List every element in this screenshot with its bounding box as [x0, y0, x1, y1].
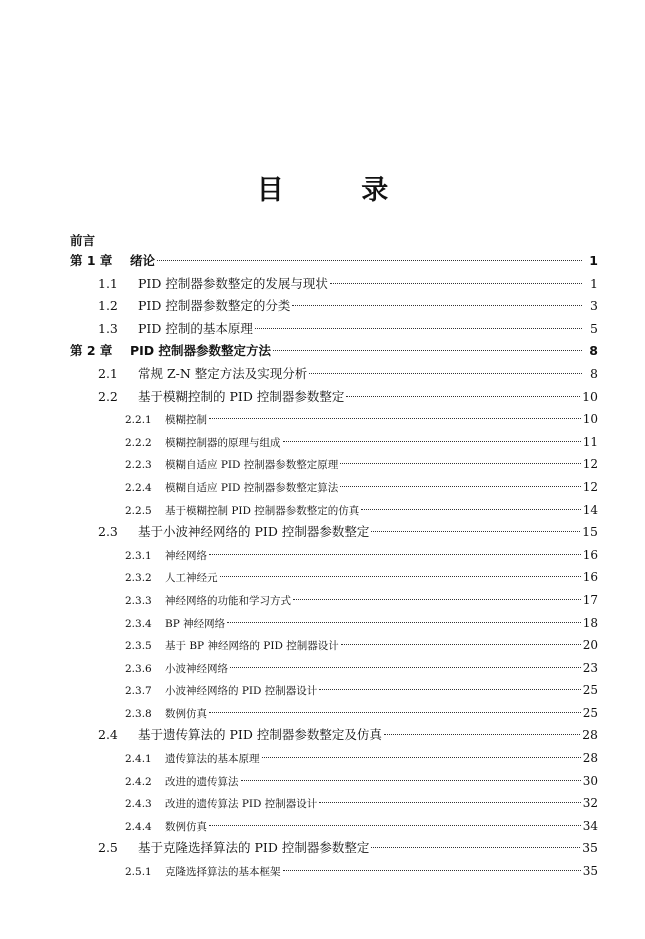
toc-entry-title: 模糊自适应 PID 控制器参数整定算法	[165, 481, 339, 494]
toc-entry-page: 25	[582, 683, 598, 698]
toc-entry-number: 2.2.3	[125, 459, 152, 472]
toc-entry-page: 20	[582, 638, 598, 653]
toc-entry-page: 28	[582, 727, 598, 743]
dot-leader	[340, 463, 580, 464]
toc-entry-number: 2.1	[98, 365, 118, 381]
toc-entry-sec	[70, 521, 598, 544]
toc-entry-sec	[70, 363, 598, 386]
toc-entry-number: 2.5	[98, 840, 118, 856]
dot-leader	[341, 644, 581, 645]
toc-entry-sub	[70, 747, 598, 770]
dot-leader	[292, 305, 582, 306]
toc-entry-title: 基于遗传算法的 PID 控制器参数整定及仿真	[138, 727, 382, 743]
toc-entry-number: 2.2.1	[125, 414, 152, 427]
dot-leader	[227, 622, 581, 623]
dot-leader	[346, 396, 580, 397]
toc-entry-page: 1	[589, 253, 598, 268]
toc-entry-page: 12	[582, 479, 598, 494]
toc-entry-number: 2.3.1	[125, 549, 152, 562]
toc-entry-number: 2.3.7	[125, 685, 152, 698]
toc-entry-ch	[70, 340, 598, 363]
toc-entry-number: 2.2.5	[125, 504, 152, 517]
dot-leader	[283, 441, 581, 442]
toc-entry-sub	[70, 499, 598, 522]
toc-entry-title: 模糊控制	[165, 414, 207, 427]
toc-entry-title: PID 控制器参数整定的发展与现状	[138, 275, 328, 291]
toc-entry-page: 35	[582, 840, 598, 856]
toc-entry-sub	[70, 815, 598, 838]
toc-entry-sub	[70, 453, 598, 476]
toc-entry-sub	[70, 476, 598, 499]
toc-entry-sub	[70, 566, 598, 589]
toc-entry-page: 34	[582, 818, 598, 833]
toc-entry-title: 克隆选择算法的基本框架	[165, 866, 281, 879]
toc-entry-sub	[70, 657, 598, 680]
dot-leader	[293, 599, 581, 600]
dot-leader	[230, 667, 581, 668]
toc-entry-page: 15	[582, 524, 598, 540]
toc-entry-sub	[70, 792, 598, 815]
toc-entry-number: 第 1 章	[70, 253, 113, 268]
toc-entry-number: 2.4.4	[125, 820, 152, 833]
toc-entry-page: 30	[582, 773, 598, 788]
toc-entry-title: 基于小波神经网络的 PID 控制器参数整定	[138, 524, 370, 540]
toc-entry-page: 8	[590, 365, 598, 381]
toc-entry-sub	[70, 431, 598, 454]
toc-entry-sub	[70, 702, 598, 725]
dot-leader	[319, 802, 580, 803]
table-of-contents	[70, 250, 598, 883]
toc-entry-title: 神经网络的功能和学习方式	[165, 594, 291, 607]
toc-entry-number: 2.4.3	[125, 798, 152, 811]
dot-leader	[330, 283, 582, 284]
dot-leader	[209, 418, 581, 419]
toc-entry-page: 8	[589, 343, 598, 359]
toc-entry-title: PID 控制的基本原理	[138, 320, 253, 336]
toc-entry-sec	[70, 386, 598, 409]
dot-leader	[371, 531, 580, 532]
toc-entry-number: 2.3.8	[125, 707, 152, 720]
toc-entry-number: 2.5.1	[125, 866, 152, 879]
toc-entry-page: 1	[590, 275, 598, 291]
toc-entry-title: 数例仿真	[165, 707, 207, 720]
toc-entry-number: 2.3.3	[125, 594, 152, 607]
toc-entry-title: 基于模糊控制的 PID 控制器参数整定	[138, 388, 345, 404]
toc-entry-title: 小波神经网络	[165, 662, 228, 675]
toc-entry-sub	[70, 634, 598, 657]
toc-entry-number: 2.4.1	[125, 753, 152, 766]
toc-entry-sec	[70, 273, 598, 296]
toc-entry-number: 2.3	[98, 524, 118, 540]
toc-entry-page: 5	[590, 320, 598, 336]
preface-entry: 前言	[70, 233, 96, 248]
toc-entry-page: 17	[582, 592, 598, 607]
toc-entry-number: 2.2.2	[125, 436, 152, 449]
toc-entry-title: 模糊控制器的原理与组成	[165, 436, 281, 449]
dot-leader	[220, 576, 581, 577]
toc-entry-sub	[70, 679, 598, 702]
toc-entry-ch	[70, 250, 598, 273]
dot-leader	[309, 373, 582, 374]
dot-leader	[273, 350, 582, 351]
toc-entry-title: 模糊自适应 PID 控制器参数整定原理	[165, 459, 339, 472]
toc-entry-sub	[70, 860, 598, 883]
toc-entry-page: 16	[582, 547, 598, 562]
toc-entry-title: 神经网络	[165, 549, 207, 562]
toc-entry-sec	[70, 295, 598, 318]
dot-leader	[255, 328, 582, 329]
dot-leader	[371, 847, 580, 848]
dot-leader	[262, 757, 581, 758]
toc-entry-page: 18	[582, 615, 598, 630]
toc-entry-number: 1.3	[98, 320, 118, 336]
toc-entry-page: 10	[582, 388, 598, 404]
toc-entry-sub	[70, 589, 598, 612]
toc-entry-number: 2.4.2	[125, 775, 152, 788]
toc-entry-title: 数例仿真	[165, 820, 207, 833]
toc-entry-number: 1.2	[98, 298, 118, 314]
toc-entry-title: 基于克隆选择算法的 PID 控制器参数整定	[138, 840, 370, 856]
toc-entry-number: 2.3.4	[125, 617, 152, 630]
dot-leader	[209, 554, 581, 555]
toc-entry-page: 32	[582, 796, 598, 811]
dot-leader	[209, 825, 581, 826]
dot-leader	[384, 734, 580, 735]
toc-entry-page: 14	[582, 502, 598, 517]
toc-entry-title: 改进的遗传算法	[165, 775, 239, 788]
toc-entry-page: 11	[582, 434, 598, 449]
toc-entry-title: PID 控制器参数整定方法	[130, 343, 272, 359]
dot-leader	[283, 870, 581, 871]
toc-entry-page: 23	[582, 660, 598, 675]
toc-entry-sub	[70, 544, 598, 567]
dot-leader	[340, 486, 580, 487]
toc-entry-title: PID 控制器参数整定的分类	[138, 298, 291, 314]
toc-entry-number: 第 2 章	[70, 343, 113, 359]
toc-entry-title: 人工神经元	[165, 572, 218, 585]
toc-entry-sec	[70, 837, 598, 860]
dot-leader	[241, 780, 581, 781]
toc-entry-number: 2.2.4	[125, 481, 152, 494]
toc-entry-page: 28	[582, 751, 598, 766]
dot-leader	[361, 509, 580, 510]
toc-entry-number: 1.1	[98, 275, 118, 291]
toc-entry-page: 35	[582, 864, 598, 879]
toc-entry-number: 2.4	[98, 727, 118, 743]
toc-entry-page: 10	[582, 412, 598, 427]
toc-entry-sec	[70, 724, 598, 747]
toc-entry-page: 12	[582, 457, 598, 472]
toc-entry-title: 常规 Z-N 整定方法及实现分析	[138, 365, 308, 381]
toc-entry-title: 遗传算法的基本原理	[165, 753, 260, 766]
toc-entry-number: 2.2	[98, 388, 118, 404]
toc-entry-title: 基于模糊控制 PID 控制器参数整定的仿真	[165, 504, 360, 517]
toc-entry-number: 2.3.6	[125, 662, 152, 675]
toc-entry-number: 2.3.2	[125, 572, 152, 585]
page-title: 目 录	[256, 175, 423, 206]
toc-entry-title: 小波神经网络的 PID 控制器设计	[165, 685, 318, 698]
toc-entry-page: 3	[590, 298, 598, 314]
toc-entry-sub	[70, 408, 598, 431]
toc-entry-number: 2.3.5	[125, 640, 152, 653]
toc-entry-sec	[70, 318, 598, 341]
dot-leader	[157, 260, 582, 261]
toc-entry-title: 基于 BP 神经网络的 PID 控制器设计	[165, 640, 339, 653]
toc-entry-title: 绪论	[130, 253, 156, 268]
toc-entry-page: 25	[582, 705, 598, 720]
toc-entry-title: BP 神经网络	[165, 617, 226, 630]
toc-entry-sub	[70, 612, 598, 635]
toc-entry-title: 改进的遗传算法 PID 控制器设计	[165, 798, 318, 811]
dot-leader	[319, 689, 580, 690]
toc-entry-sub	[70, 770, 598, 793]
toc-entry-page: 16	[582, 570, 598, 585]
dot-leader	[209, 712, 581, 713]
